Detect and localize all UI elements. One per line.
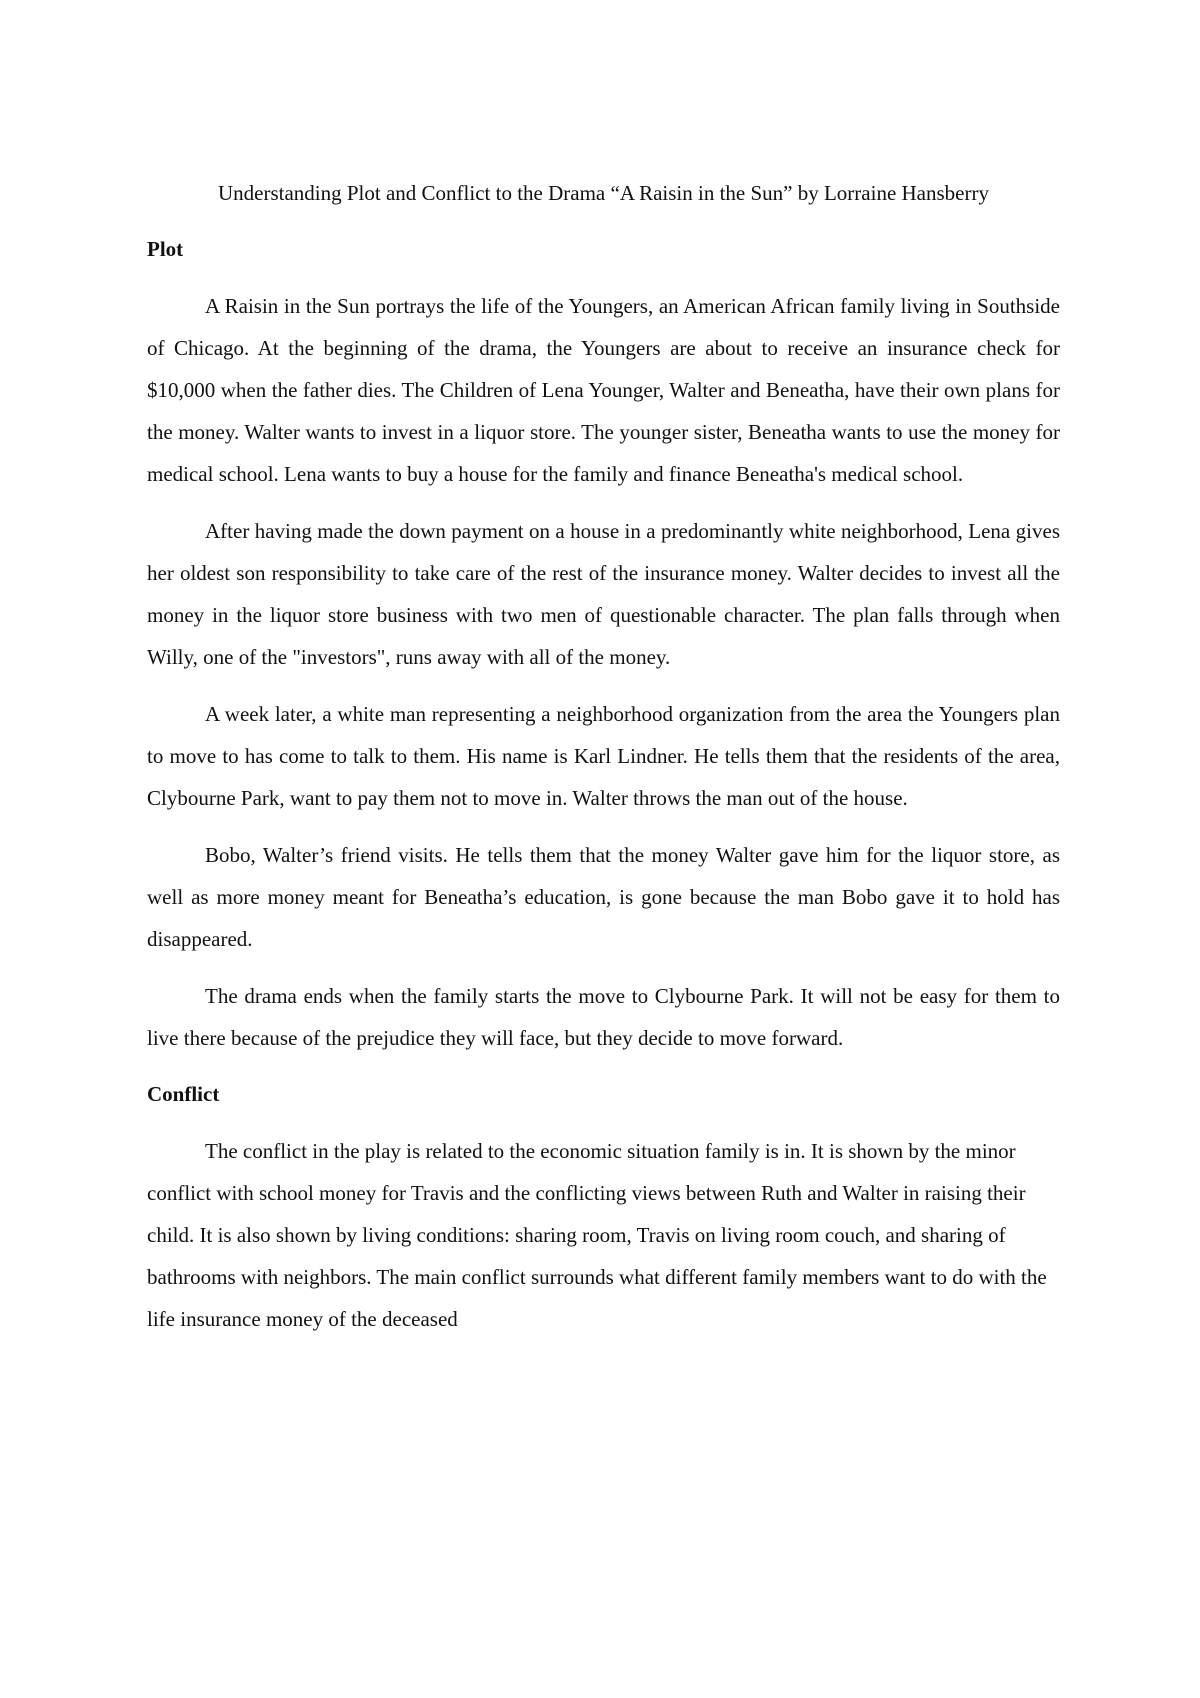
plot-paragraph-1: A Raisin in the Sun portrays the life of the Youngers, an American African family living in Southside of Chicago. At the beginning of the drama, the Youngers are about to receive an insurance check for $10,000 when the father dies. The Children of Lena Younger, Walter and Beneatha, have their own plans for the money. Walter wants to invest in a liquor store. The younger sister, Beneatha wants to use the money for medical school. Lena wants to buy a house for the family and finance Beneatha's medical school. xyxy=(147,294,1060,486)
document-title: Understanding Plot and Conflict to the Drama “A Raisin in the Sun” by Lorraine Hansberry xyxy=(217,181,989,205)
document-body xyxy=(147,181,1060,1340)
plot-paragraph-3: A week later, a white man representing a neighborhood organization from the area the Youngers plan to move to has come to talk to them. His name is Karl Lindner. He tells them that the residents of the area, Clybourne Park, want to pay them not to move in. Walter throws the man out of the house. xyxy=(147,702,1060,810)
section-heading-conflict: Conflict xyxy=(147,1082,220,1106)
section-heading-plot: Plot xyxy=(147,237,184,261)
plot-paragraph-5: The drama ends when the family starts the move to Clybourne Park. It will not be easy for them to live there because of the prejudice they will face, but they decide to move forward. xyxy=(147,984,1060,1050)
plot-paragraph-2: After having made the down payment on a house in a predominantly white neighborhood, Lena gives her oldest son responsibility to take care of the rest of the insurance money. Walter decides to invest all the money in the liquor store business with two men of questionable character. The plan falls through when Willy, one of the "investors", runs away with all of the money. xyxy=(147,519,1060,669)
conflict-paragraph-1: The conflict in the play is related to the economic situation family is in. It is shown by the minor conflict with school money for Travis and the conflicting views between Ruth and Walter in raising their child. It is also shown by living conditions: sharing room, Travis on living room couch, and sharing of bathrooms with neighbors. The main conflict surrounds what different family members want to do with the life insurance money of the deceased xyxy=(147,1139,1047,1331)
plot-paragraph-4: Bobo, Walter’s friend visits. He tells them that the money Walter gave him for the liquor store, as well as more money meant for Beneatha’s education, is gone because the man Bobo gave it to hold has disappeared. xyxy=(147,843,1060,951)
